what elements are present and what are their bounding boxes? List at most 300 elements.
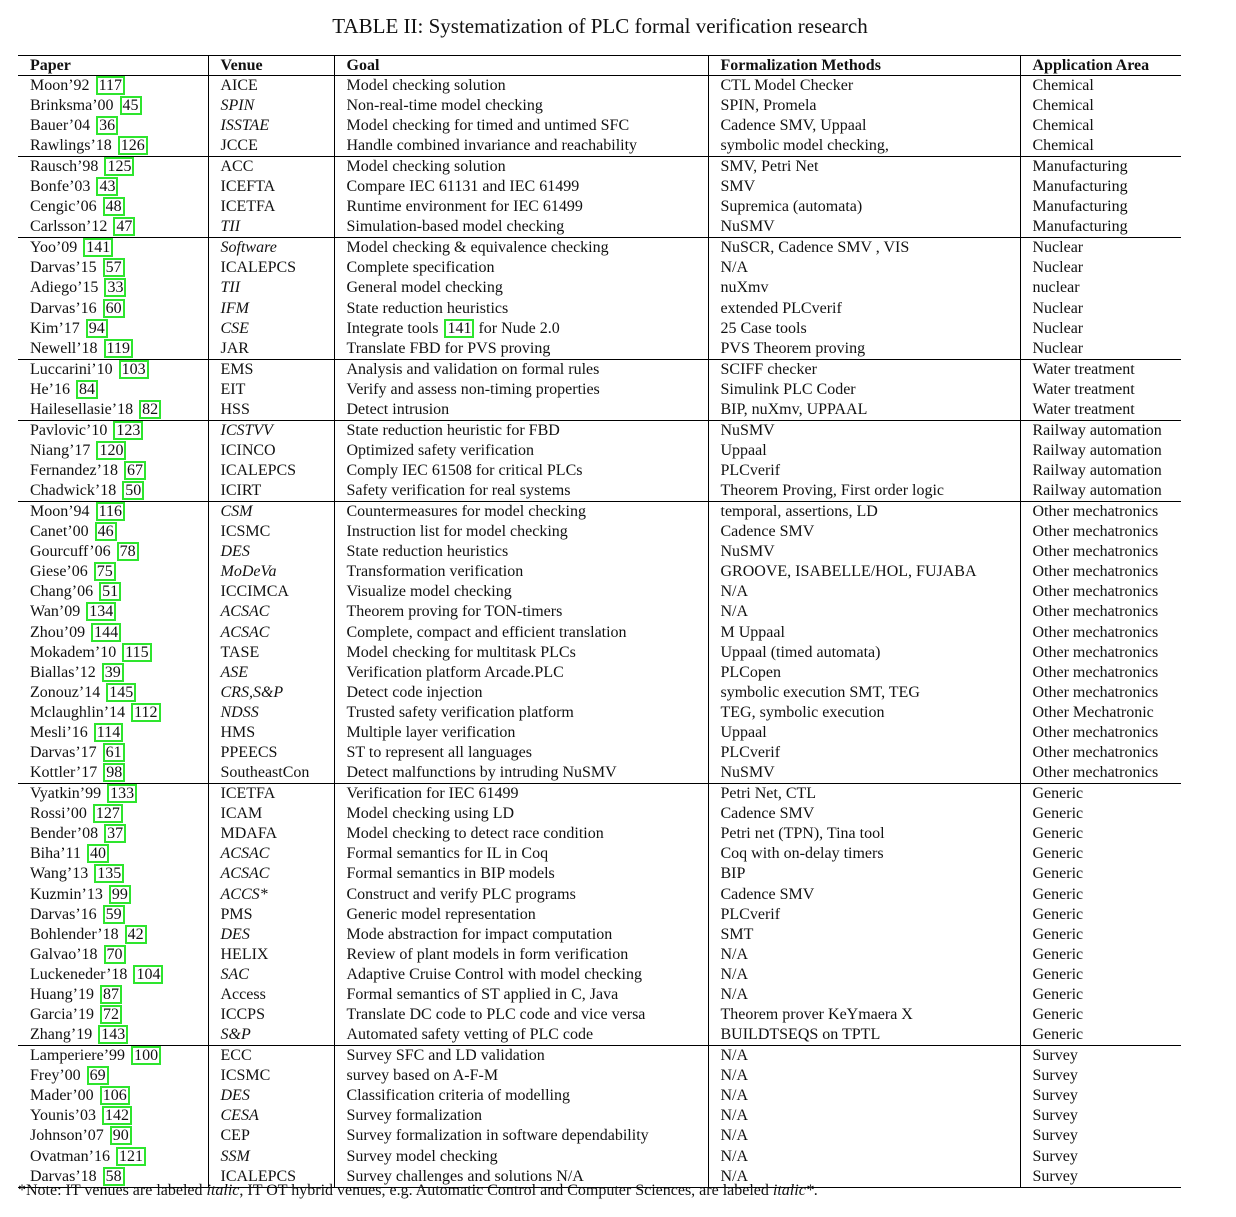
citation-link[interactable]: 115 — [122, 643, 151, 662]
citation-link[interactable]: 84 — [76, 380, 98, 399]
area-cell: Manufacturing — [1020, 197, 1181, 217]
venue-cell: SPIN — [208, 96, 334, 116]
table-row — [18, 380, 1181, 400]
venue-cell: ICCPS — [208, 1005, 334, 1025]
header-formalization-methods: Formalization Methods — [708, 56, 1020, 76]
goal-text: General model checking — [346, 279, 503, 297]
goal-cell — [334, 299, 708, 319]
table-row — [18, 804, 1181, 824]
area-cell: Generic — [1020, 925, 1181, 945]
goal-text: Model checking to detect race condition — [346, 825, 604, 843]
goal-cell — [334, 380, 708, 400]
method-cell: M Uppaal — [708, 623, 1020, 643]
citation-link[interactable]: 40 — [87, 844, 109, 863]
goal-cell — [334, 1106, 708, 1126]
paper-cell — [18, 703, 208, 723]
goal-cell — [334, 905, 708, 925]
citation-link[interactable]: 142 — [102, 1106, 132, 1125]
method-cell: SPIN, Promela — [708, 96, 1020, 116]
table-row — [18, 197, 1181, 217]
citation-link[interactable]: 127 — [93, 804, 123, 823]
citation-link[interactable]: 114 — [94, 723, 123, 742]
paper-cell — [18, 420, 208, 441]
citation-link[interactable]: 46 — [95, 522, 117, 541]
paper-cell — [18, 643, 208, 663]
goal-text: Translate FBD for PVS proving — [346, 339, 551, 357]
goal-text: Countermeasures for model checking — [346, 503, 586, 521]
citation-link[interactable]: 99 — [109, 885, 131, 904]
venue-cell: ICCIMCA — [208, 582, 334, 602]
area-cell: Other mechatronics — [1020, 663, 1181, 683]
method-cell: BUILDTSEQS on TPTL — [708, 1025, 1020, 1046]
venue-cell: ICSMC — [208, 1066, 334, 1086]
table-row — [18, 824, 1181, 844]
goal-text: Instruction list for model checking — [346, 523, 568, 541]
area-cell: Other mechatronics — [1020, 643, 1181, 663]
citation-link[interactable]: 106 — [100, 1086, 130, 1105]
area-cell: Nuclear — [1020, 258, 1181, 278]
citation-link[interactable]: 39 — [102, 663, 124, 682]
paper-cell — [18, 116, 208, 136]
venue-cell: SAC — [208, 965, 334, 985]
paper-name: Frey’00 — [30, 1067, 81, 1085]
goal-text: Construct and verify PLC programs — [346, 885, 576, 903]
paper-name: Darvas’17 — [30, 744, 97, 762]
goal-cell — [334, 502, 708, 523]
paper-cell — [18, 258, 208, 278]
table-row — [18, 502, 1181, 523]
method-cell: N/A — [708, 258, 1020, 278]
paper-name: Darvas’16 — [30, 905, 97, 923]
method-cell: Theorem prover KeYmaera X — [708, 1005, 1020, 1025]
goal-text: Automated safety vetting of PLC code — [346, 1026, 594, 1044]
goal-cell — [334, 1046, 708, 1067]
paper-cell — [18, 1005, 208, 1025]
table-row — [18, 623, 1181, 643]
paper-name: Kottler’17 — [30, 764, 98, 782]
venue-cell: ACSAC — [208, 602, 334, 622]
citation-link[interactable]: 134 — [86, 602, 116, 621]
venue-cell: Access — [208, 985, 334, 1005]
citation-link[interactable]: 33 — [104, 278, 126, 297]
citation-link[interactable]: 121 — [116, 1147, 146, 1166]
table-row — [18, 258, 1181, 278]
area-cell: Railway automation — [1020, 461, 1181, 481]
citation-link[interactable]: 69 — [87, 1066, 109, 1085]
paper-cell — [18, 542, 208, 562]
method-cell: PLCverif — [708, 905, 1020, 925]
area-cell: Generic — [1020, 784, 1181, 805]
method-cell: NuSCR, Cadence SMV , VIS — [708, 238, 1020, 259]
paper-name: Pavlovic’10 — [30, 421, 108, 439]
citation-link[interactable]: 82 — [139, 400, 161, 419]
table-row — [18, 96, 1181, 116]
citation-link[interactable]: 90 — [110, 1126, 132, 1145]
paper-name: Canet’00 — [30, 523, 89, 541]
goal-text: Theorem proving for TON-timers — [346, 603, 563, 621]
method-cell: N/A — [708, 1106, 1020, 1126]
method-cell: Cadence SMV — [708, 522, 1020, 542]
paper-cell — [18, 804, 208, 824]
paper-name: Darvas’15 — [30, 259, 97, 277]
table-row — [18, 743, 1181, 763]
goal-text: Formal semantics of ST applied in C, Java — [346, 986, 619, 1003]
citation-link[interactable]: 45 — [120, 96, 142, 115]
table-row — [18, 885, 1181, 905]
goal-text: Survey challenges and solutions N/A — [346, 1167, 584, 1185]
paper-name: Adiego’15 — [30, 279, 99, 297]
goal-cell — [334, 1126, 708, 1146]
paper-cell — [18, 400, 208, 421]
paper-cell — [18, 885, 208, 905]
venue-cell: ACSAC — [208, 864, 334, 884]
venue-cell: HELIX — [208, 945, 334, 965]
table-row — [18, 784, 1181, 805]
goal-text: Complete, compact and efficient translation — [346, 623, 627, 641]
method-cell: Cadence SMV — [708, 804, 1020, 824]
goal-cell — [334, 157, 708, 178]
method-cell: NuSMV — [708, 542, 1020, 562]
goal-cell — [334, 522, 708, 542]
paper-name: Fernandez’18 — [30, 461, 118, 479]
area-cell: Other mechatronics — [1020, 542, 1181, 562]
citation-link[interactable]: 103 — [119, 360, 149, 379]
method-cell: SMV, Petri Net — [708, 157, 1020, 178]
method-cell: Cadence SMV, Uppaal — [708, 116, 1020, 136]
goal-cell — [334, 359, 708, 380]
table-row — [18, 278, 1181, 298]
venue-cell: CEP — [208, 1126, 334, 1146]
paper-cell — [18, 763, 208, 784]
method-cell: Petri net (TPN), Tina tool — [708, 824, 1020, 844]
venue-cell: IFM — [208, 299, 334, 319]
paper-cell — [18, 1025, 208, 1046]
goal-cell — [334, 602, 708, 622]
paper-name: Rawlings’18 — [30, 137, 112, 155]
venue-cell: ICALEPCS — [208, 258, 334, 278]
area-cell: Chemical — [1020, 136, 1181, 157]
area-cell: Survey — [1020, 1147, 1181, 1167]
area-cell: Nuclear — [1020, 299, 1181, 319]
method-cell: Uppaal — [708, 441, 1020, 461]
citation-link[interactable]: 125 — [104, 157, 134, 176]
table-row — [18, 1086, 1181, 1106]
goal-cell — [334, 217, 708, 238]
paper-cell — [18, 1086, 208, 1106]
citation-link[interactable]: 120 — [96, 441, 126, 460]
goal-cell — [334, 763, 708, 784]
venue-cell: ICIRT — [208, 481, 334, 502]
method-cell: Coq with on-delay timers — [708, 844, 1020, 864]
verification-table — [18, 55, 1181, 1188]
citation-link[interactable]: 43 — [96, 177, 118, 196]
table-row — [18, 481, 1181, 502]
venue-cell: AICE — [208, 76, 334, 97]
goal-text: Survey formalization in software dependability — [346, 1127, 649, 1145]
goal-text: State reduction heuristic for FBD — [346, 421, 560, 439]
paper-cell — [18, 441, 208, 461]
goal-text: State reduction heuristics — [346, 299, 509, 317]
paper-cell — [18, 177, 208, 197]
table-row — [18, 1126, 1181, 1146]
header-goal: Goal — [334, 56, 708, 76]
method-cell: BIP, nuXmv, UPPAAL — [708, 400, 1020, 421]
venue-cell: PMS — [208, 905, 334, 925]
table-row — [18, 1025, 1181, 1046]
citation-link[interactable]: 67 — [124, 461, 146, 480]
method-cell: Uppaal (timed automata) — [708, 643, 1020, 663]
table-row — [18, 562, 1181, 582]
venue-cell: SoutheastCon — [208, 763, 334, 784]
goal-cell — [334, 177, 708, 197]
paper-name: Biha’11 — [30, 845, 81, 863]
goal-text: Model checking using LD — [346, 805, 515, 823]
table-row — [18, 945, 1181, 965]
table-row — [18, 864, 1181, 884]
table-note — [18, 1182, 818, 1200]
venue-cell: TASE — [208, 643, 334, 663]
paper-name: Bauer’04 — [30, 117, 91, 135]
table-row — [18, 763, 1181, 784]
venue-cell: CESA — [208, 1106, 334, 1126]
method-cell: CTL Model Checker — [708, 76, 1020, 97]
area-cell: Generic — [1020, 905, 1181, 925]
goal-text: for Nude 2.0 — [478, 319, 560, 337]
citation-link[interactable]: 143 — [98, 1025, 128, 1044]
method-cell: SCIFF checker — [708, 359, 1020, 380]
method-cell: N/A — [708, 985, 1020, 1005]
table-row — [18, 602, 1181, 622]
method-cell: N/A — [708, 1086, 1020, 1106]
paper-cell — [18, 965, 208, 985]
citation-link[interactable]: 47 — [113, 217, 135, 236]
venue-cell: S&P — [208, 1025, 334, 1046]
goal-text: Translate DC code to PLC code and vice versa — [346, 1006, 646, 1024]
method-cell: GROOVE, ISABELLE/HOL, FUJABA — [708, 562, 1020, 582]
goal-cell — [334, 623, 708, 643]
citation-link[interactable]: 36 — [96, 116, 118, 135]
goal-text: Survey model checking — [346, 1147, 498, 1165]
table-row — [18, 663, 1181, 683]
table-row — [18, 319, 1181, 339]
note-text: , IT OT hybrid venues, e.g. Automatic Control and Computer Sciences, are labeled — [239, 1182, 773, 1199]
paper-cell — [18, 522, 208, 542]
citation-link[interactable]: 126 — [118, 136, 148, 155]
citation-link[interactable]: 58 — [103, 1167, 125, 1186]
method-cell: PLCverif — [708, 743, 1020, 763]
paper-cell — [18, 784, 208, 805]
citation-link[interactable]: 70 — [104, 945, 126, 964]
citation-link[interactable]: 78 — [117, 542, 139, 561]
table-row — [18, 217, 1181, 238]
goal-text: Simulation-based model checking — [346, 218, 565, 236]
paper-name: Chadwick’18 — [30, 482, 117, 500]
paper-cell — [18, 136, 208, 157]
area-cell: Manufacturing — [1020, 217, 1181, 238]
paper-name: Mader’00 — [30, 1087, 94, 1105]
venue-cell: CRS,S&P — [208, 683, 334, 703]
paper-name: Johnson’07 — [30, 1127, 104, 1145]
method-cell: N/A — [708, 1147, 1020, 1167]
citation-link[interactable]: 57 — [103, 258, 125, 277]
goal-text: Formal semantics for IL in Coq — [346, 845, 549, 863]
area-cell: Nuclear — [1020, 238, 1181, 259]
goal-text: Survey SFC and LD validation — [346, 1047, 545, 1065]
citation-link[interactable]: 141 — [444, 319, 474, 338]
citation-link[interactable]: 60 — [103, 299, 125, 318]
goal-text: Survey formalization — [346, 1107, 483, 1125]
area-cell: Manufacturing — [1020, 157, 1181, 178]
paper-cell — [18, 623, 208, 643]
goal-text: Review of plant models in form verification — [346, 945, 629, 963]
area-cell: Other mechatronics — [1020, 502, 1181, 523]
paper-cell — [18, 359, 208, 380]
citation-link[interactable]: 104 — [133, 965, 163, 984]
table-row — [18, 1005, 1181, 1025]
area-cell: Railway automation — [1020, 441, 1181, 461]
method-cell: SMV — [708, 177, 1020, 197]
citation-link[interactable]: 72 — [100, 1005, 122, 1024]
paper-name: Giese’06 — [30, 563, 88, 581]
goal-text: Integrate tools — [346, 319, 439, 337]
method-cell: TEG, symbolic execution — [708, 703, 1020, 723]
area-cell: Generic — [1020, 985, 1181, 1005]
goal-cell — [334, 945, 708, 965]
area-cell: Generic — [1020, 824, 1181, 844]
venue-cell: DES — [208, 925, 334, 945]
header-paper: Paper — [18, 56, 208, 76]
paper-cell — [18, 1147, 208, 1167]
paper-cell — [18, 76, 208, 97]
citation-link[interactable]: 145 — [106, 683, 136, 702]
table-row — [18, 441, 1181, 461]
area-cell: Other mechatronics — [1020, 683, 1181, 703]
area-cell: Water treatment — [1020, 400, 1181, 421]
venue-cell: ASE — [208, 663, 334, 683]
method-cell: temporal, assertions, LD — [708, 502, 1020, 523]
paper-name: Brinksma’00 — [30, 97, 114, 114]
venue-cell: JCCE — [208, 136, 334, 157]
area-cell: Other Mechatronic — [1020, 703, 1181, 723]
paper-name: Zonouz’14 — [30, 683, 101, 701]
goal-text: Trusted safety verification platform — [346, 703, 574, 721]
table-row — [18, 582, 1181, 602]
paper-name: Mokadem’10 — [30, 643, 117, 661]
paper-cell — [18, 380, 208, 400]
area-cell: Chemical — [1020, 96, 1181, 116]
paper-name: Kuzmin’13 — [30, 885, 103, 903]
goal-text: Visualize model checking — [346, 583, 512, 601]
goal-cell — [334, 743, 708, 763]
paper-name: Niang’17 — [30, 441, 91, 459]
table-row — [18, 905, 1181, 925]
table-row — [18, 844, 1181, 864]
venue-cell: ICALEPCS — [208, 1167, 334, 1188]
area-cell: Other mechatronics — [1020, 602, 1181, 622]
venue-cell: ACSAC — [208, 844, 334, 864]
table-row — [18, 299, 1181, 319]
table-row — [18, 522, 1181, 542]
paper-name: He’16 — [30, 380, 70, 398]
goal-text: ST to represent all languages — [346, 744, 532, 762]
citation-link[interactable]: 37 — [104, 824, 126, 843]
citation-link[interactable]: 119 — [104, 339, 133, 358]
venue-cell: ACC — [208, 157, 334, 178]
paper-name: Biallas’12 — [30, 663, 96, 681]
goal-cell — [334, 965, 708, 985]
citation-link[interactable]: 61 — [103, 743, 125, 762]
paper-name: Chang’06 — [30, 583, 94, 601]
goal-cell — [334, 562, 708, 582]
paper-name: Darvas’18 — [30, 1167, 97, 1185]
venue-cell: EMS — [208, 359, 334, 380]
paper-cell — [18, 723, 208, 743]
table-row — [18, 420, 1181, 441]
paper-cell — [18, 502, 208, 523]
goal-text: Comply IEC 61508 for critical PLCs — [346, 461, 583, 479]
goal-text: Verify and assess non-timing properties — [346, 380, 600, 398]
method-cell: NuSMV — [708, 420, 1020, 441]
paper-cell — [18, 461, 208, 481]
area-cell: Other mechatronics — [1020, 723, 1181, 743]
citation-link[interactable]: 98 — [103, 763, 125, 782]
paper-name: Bonfe’03 — [30, 178, 91, 196]
citation-link[interactable]: 50 — [122, 481, 144, 500]
citation-link[interactable]: 94 — [86, 319, 108, 338]
citation-link[interactable]: 112 — [131, 703, 160, 722]
citation-link[interactable]: 42 — [125, 925, 147, 944]
citation-link[interactable]: 75 — [94, 562, 116, 581]
goal-text: Model checking solution — [346, 158, 506, 176]
citation-link[interactable]: 59 — [103, 905, 125, 924]
table-row — [18, 925, 1181, 945]
citation-link[interactable]: 51 — [99, 582, 121, 601]
venue-cell: CSM — [208, 502, 334, 523]
area-cell: Generic — [1020, 804, 1181, 824]
citation-link[interactable]: 117 — [96, 76, 125, 95]
citation-link[interactable]: 100 — [131, 1046, 161, 1065]
citation-link[interactable]: 133 — [107, 784, 137, 803]
method-cell: NuSMV — [708, 217, 1020, 238]
venue-cell: JAR — [208, 339, 334, 360]
paper-name: Wan’09 — [30, 603, 81, 621]
paper-name: Rossi’00 — [30, 805, 87, 823]
citation-link[interactable]: 123 — [113, 421, 143, 440]
paper-name: Garcia’19 — [30, 1006, 94, 1024]
citation-link[interactable]: 87 — [100, 985, 122, 1004]
venue-cell: ICETFA — [208, 197, 334, 217]
goal-text: Verification platform Arcade.PLC — [346, 663, 564, 681]
goal-cell — [334, 582, 708, 602]
area-cell: Survey — [1020, 1126, 1181, 1146]
paper-cell — [18, 157, 208, 178]
paper-cell — [18, 945, 208, 965]
citation-link[interactable]: 116 — [96, 502, 125, 521]
area-cell: Survey — [1020, 1167, 1181, 1188]
goal-text: Mode abstraction for impact computation — [346, 925, 613, 943]
goal-cell — [334, 136, 708, 157]
goal-cell — [334, 683, 708, 703]
venue-cell: ICETFA — [208, 784, 334, 805]
table-row — [18, 643, 1181, 663]
citation-link[interactable]: 135 — [94, 864, 124, 883]
citation-link[interactable]: 144 — [91, 623, 121, 642]
citation-link[interactable]: 48 — [103, 197, 125, 216]
goal-text: Classification criteria of modelling — [346, 1087, 570, 1105]
citation-link[interactable]: 141 — [83, 238, 113, 257]
method-cell: N/A — [708, 1167, 1020, 1188]
venue-cell: PPEECS — [208, 743, 334, 763]
